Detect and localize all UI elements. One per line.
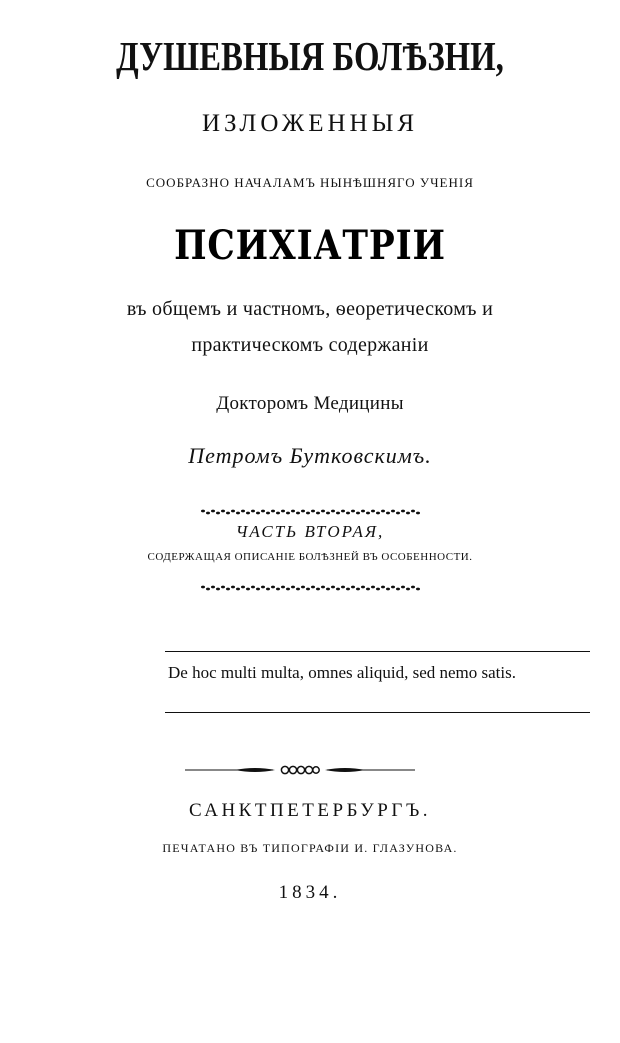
ornament-dot	[331, 510, 335, 513]
ornament-dot	[221, 586, 225, 589]
ornament-dot	[341, 586, 345, 589]
ornament-dot	[366, 512, 370, 515]
ornament-dot	[316, 588, 320, 591]
ornament-dot	[306, 512, 310, 515]
ornament-dot	[401, 510, 405, 513]
ornament-dot	[246, 588, 250, 591]
ornament-dot	[211, 510, 215, 513]
ornament-dot	[286, 588, 290, 591]
ornament-dot	[356, 588, 360, 591]
author-credential: Докторомъ Медицины	[216, 393, 404, 414]
part-description: СОДЕРЖАЩАЯ ОПИСАНІЕ БОЛѢЗНЕЙ ВЪ ОСОБЕННОСТИ.	[147, 551, 473, 563]
ornament-dot	[381, 586, 385, 589]
ornament-dot	[266, 588, 270, 591]
imprint-year: 1834.	[278, 882, 342, 903]
ornament-dot	[361, 510, 365, 513]
book-subtitle: ИЗЛОЖЕННЫЯ	[201, 110, 419, 137]
book-title: ДУШЕВНЫЯ БОЛѢЗНИ,	[116, 33, 504, 79]
ornament-divider-top	[200, 508, 420, 516]
ornament-dot	[411, 586, 415, 589]
ornament-dot	[261, 586, 265, 589]
ornament-dot	[276, 512, 280, 515]
ornament-dot	[291, 586, 295, 589]
ornament-dot	[311, 586, 315, 589]
ornament-dot	[276, 588, 280, 591]
ornament-dot	[241, 510, 245, 513]
ornament-dot	[326, 588, 330, 591]
ornament-dot	[236, 512, 240, 515]
ornament-dot	[266, 512, 270, 515]
ornament-dot	[221, 510, 225, 513]
ornament-dot	[301, 586, 305, 589]
ornament-dot	[356, 512, 360, 515]
ornament-dot	[201, 586, 205, 589]
ornament-dot	[351, 510, 355, 513]
ornament-dot	[216, 588, 220, 591]
motto-rule-bottom	[165, 712, 590, 713]
imprint-printer: ПЕЧАТАНО ВЪ ТИПОГРАФІИ И. ГЛАЗУНОВА.	[162, 841, 458, 855]
ornament-dot	[286, 512, 290, 515]
ornament-dot	[231, 586, 235, 589]
ornament-dot	[361, 586, 365, 589]
ornament-divider-bottom	[200, 584, 420, 592]
ornament-dot	[396, 588, 400, 591]
ornament-dot	[306, 588, 310, 591]
motto-rule-top	[165, 651, 590, 652]
ornament-dot	[321, 510, 325, 513]
ornament-dot	[391, 586, 395, 589]
ornament-dot	[291, 510, 295, 513]
ornament-dot	[256, 588, 260, 591]
ornament-dot	[316, 512, 320, 515]
ornament-dot	[386, 512, 390, 515]
ornament-dot	[376, 512, 380, 515]
ornament-dot	[416, 588, 420, 591]
ornament-dot	[311, 510, 315, 513]
ornament-dot	[246, 512, 250, 515]
ornament-dot	[236, 588, 240, 591]
ornament-dot	[416, 512, 420, 515]
subtitle-line-teaching: СООБРАЗНО НАЧАЛАМЪ НЫНѢШНЯГО УЧЕНІЯ	[146, 175, 474, 190]
ornament-dot	[296, 588, 300, 591]
ornament-dot	[391, 510, 395, 513]
ornament-dot	[411, 510, 415, 513]
subject-heading: ПСИХІАТРІИ	[174, 222, 446, 269]
ornament-dot	[281, 510, 285, 513]
part-heading: ЧАСТЬ ВТОРАЯ,	[235, 522, 385, 541]
ornament-dot	[211, 586, 215, 589]
ornament-dot	[216, 512, 220, 515]
ornament-dot	[341, 510, 345, 513]
ornament-dot	[241, 586, 245, 589]
ornament-dot	[371, 510, 375, 513]
ornament-dot	[201, 510, 205, 513]
description-line-2: практическомъ содержаніи	[191, 334, 429, 356]
epigraph-motto: De hoc multi multa, omnes aliquid, sed nemo satis.	[168, 663, 516, 682]
ornament-dot	[231, 510, 235, 513]
ornament-dot	[386, 588, 390, 591]
ornament-flourish	[185, 762, 415, 778]
ornament-dot	[226, 588, 230, 591]
ornament-dot	[261, 510, 265, 513]
ornament-dot	[326, 512, 330, 515]
ornament-dot	[351, 586, 355, 589]
ornament-dot	[296, 512, 300, 515]
ornament-dot	[381, 510, 385, 513]
imprint-city: САНКТПЕТЕРБУРГЪ.	[189, 800, 431, 821]
ornament-dot	[406, 512, 410, 515]
author-name: Петромъ Бутковскимъ.	[188, 443, 432, 468]
ornament-dot	[251, 586, 255, 589]
ornament-dot	[256, 512, 260, 515]
ornament-dot	[251, 510, 255, 513]
ornament-dot	[321, 586, 325, 589]
description-line-1: въ общемъ и частномъ, ѳеоретическомъ и	[126, 298, 494, 320]
ornament-dot	[226, 512, 230, 515]
ornament-dot	[346, 512, 350, 515]
ornament-dot	[336, 512, 340, 515]
ornament-dot	[401, 586, 405, 589]
ornament-dot	[336, 588, 340, 591]
ornament-dot	[281, 586, 285, 589]
ornament-dot	[366, 588, 370, 591]
ornament-dot	[271, 586, 275, 589]
ornament-dot	[371, 586, 375, 589]
ornament-dot	[331, 586, 335, 589]
ornament-dot	[346, 588, 350, 591]
ornament-dot	[206, 512, 210, 515]
ornament-dot	[206, 588, 210, 591]
ornament-dot	[376, 588, 380, 591]
ornament-dot	[406, 588, 410, 591]
ornament-dot	[301, 510, 305, 513]
ornament-dot	[271, 510, 275, 513]
ornament-dot	[396, 512, 400, 515]
